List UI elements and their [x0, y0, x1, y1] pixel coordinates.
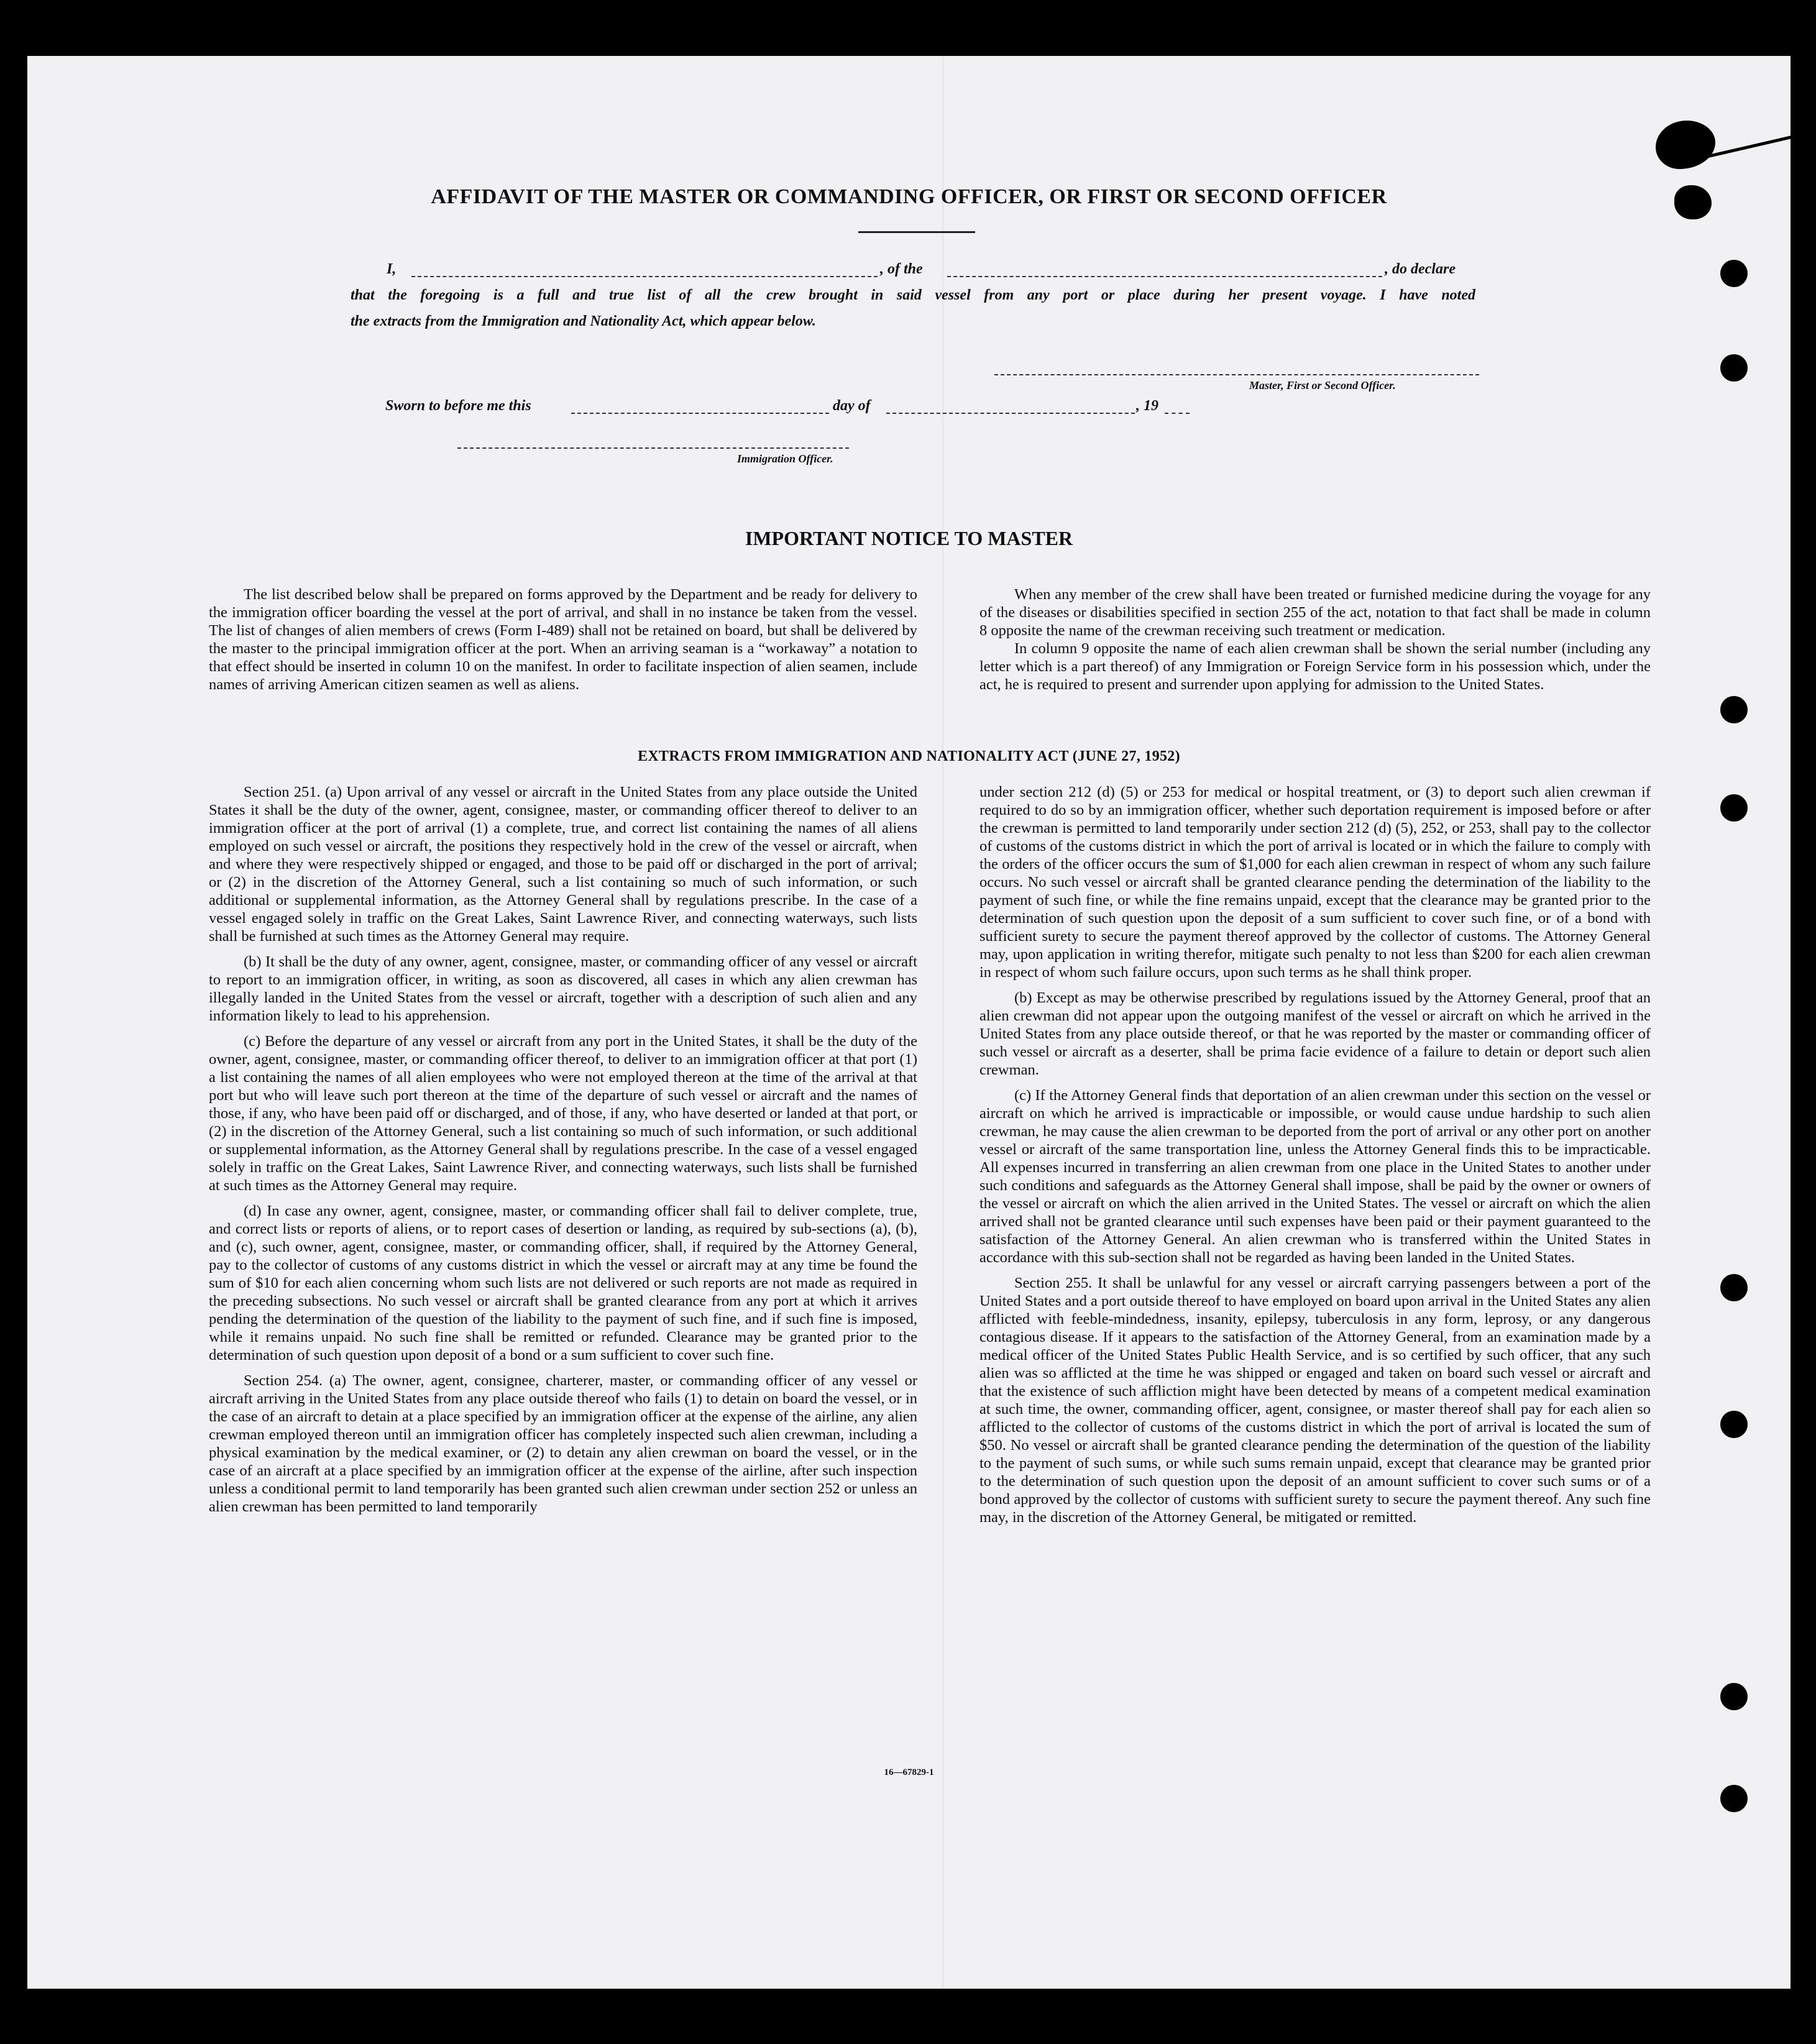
notice-left-column [209, 585, 917, 694]
punch-hole [1720, 354, 1748, 382]
master-signature-caption: Master, First or Second Officer. [1249, 379, 1396, 392]
punch-hole [1720, 794, 1748, 822]
extracts-title: EXTRACTS FROM IMMIGRATION AND NATIONALITY ACT (JUNE 27, 1952) [638, 748, 1180, 764]
center-fold-line [942, 56, 943, 1989]
section-paragraph: under section 212 (d) (5) or 253 for medical or hospital treatment, or (3) to deport such alien crewman if required to do so by an immigration officer, whether such deportation requirement is imposed before or after the crewman is permitted to land temporarily under section 212 (d) (5), 252, or 253, shall pay to the collector of customs of the customs district in which the port of arrival is located or in which the failure to comply with the orders of the officer occurs the sum of $1,000 for each alien crewman in respect of whom any such failure occurs. No such vessel or aircraft shall be granted clearance pending the determination of the liability to the payment of such fine, or while the fine remains unpaid, except that the clearance may be granted prior to the determination of such question upon the deposit of a sum sufficient to cover such fine, or of a bond with sufficient surety to secure the payment thereof approved by the collector of customs. The Attorney General may, upon application in writing therefor, mitigate such penalty to not less than $200 for each alien crewman in respect of whom such failure occurs, upon such terms as he shall think proper. [979, 784, 1651, 981]
section-paragraph: (c) If the Attorney General finds that deportation of an alien crewman under this section on the vessel or aircraft on which he arrived is impracticable or impossible, or would cause undue hardship to such alien crewman, he may cause the alien crewman to be deported from the port of arrival or any other port on another vessel or aircraft of the same transportation line, unless the Attorney General finds this to be impracticable. All expenses incurred in transferring an alien crewman from one place in the United States to another under such conditions and safeguards as the Attorney General shall impose, shall be paid by the owner or owners of the vessel or aircraft on which the alien arrived in the United States. The vessel or aircraft on which the alien arrived shall not be granted clearance until such expenses have been paid or their payment guaranteed to the satisfaction of the Attorney General. An alien crewman who is transferred within the United States in accordance with this sub-section shall not be regarded as having been landed in the United States. [979, 1087, 1651, 1266]
immigration-officer-signature-line[interactable] [457, 447, 849, 449]
tear-damage-mark [1656, 121, 1715, 169]
extracts-right-column [979, 783, 1651, 1526]
extracts-left-column [209, 783, 917, 1516]
document-page [27, 56, 1791, 1989]
section-paragraph: (c) Before the departure of any vessel or aircraft from any port in the United States, it shall be the duty of the owner, agent, consignee, master, or commanding officer thereof, to deliver to an immigration officer at that port (1) a list containing the names of all alien employees who were not employed thereon at the time of the arrival at that port but who will leave such port thereon at the time of the departure of such vessel or aircraft and the names of those, if any, who have been paid off or discharged, and of those, if any, who have deserted or landed at that port, or (2) in the discretion of the Attorney General, such a list containing so much of such information, or such additional or supplemental information, as the Attorney General shall by regulations prescribe. In the case of a vessel engaged solely in traffic on the Great Lakes, Saint Lawrence River, and connecting waterways, such lists shall be furnished at such times as the Attorney General may require. [209, 1033, 917, 1194]
punch-hole [1720, 1683, 1748, 1710]
notice-title: IMPORTANT NOTICE TO MASTER [745, 527, 1073, 549]
of-the-label: , of the [880, 261, 923, 277]
vessel-blank-field[interactable] [947, 276, 1382, 277]
day-of-label: day of [833, 398, 871, 414]
section-paragraph: (b) It shall be the duty of any owner, agent, consignee, master, or commanding officer of any vessel or aircraft to report to an immigration officer, in writing, as soon as discovered, all cases in which any alien crewman has illegally landed in the United States from the vessel or aircraft, together with a description of such alien and any information likely to lead to his apprehension. [209, 953, 917, 1024]
sworn-year-blank-field[interactable] [1165, 413, 1190, 414]
form-number: 16—67829-1 [884, 1767, 934, 1777]
notice-paragraph: When any member of the crew shall have been treated or furnished medicine during the voyage for any of the diseases or disabilities specified in section 255 of the act, notation to that fact shall be made in column 8 opposite the name of the crewman receiving such treatment or medication. [979, 586, 1651, 639]
section-paragraph: Section 255. It shall be unlawful for any vessel or aircraft carrying passengers between a port of the United States and a port outside thereof to have employed on board upon arrival in the United States any alien afflicted with feeble-mindedness, insanity, epilepsy, tuberculosis in any form, leprosy, or any dangerous contagious disease. If it appears to the satisfaction of the Attorney General, from an examination made by a medical officer of the United States Public Health Service, and is so certified by such officer, that any such alien was so afflicted at the time he was shipped or engaged and taken on board such vessel or aircraft and that the existence of such affliction might have been detected by means of a competent medical examination at such time, the owner, commanding officer, agent, consignee, or master thereof shall pay for each alien so afflicted to the collector of customs of the customs district in which the port of arrival is located the sum of $50. No vessel or aircraft shall be granted clearance pending the determination of the question of the liability to the payment of such sums, or while such sums remain unpaid, except that clearance may be granted prior to the determination of such question upon the deposit of an amount sufficient to cover such sums or of a bond approved by the collector of customs with sufficient surety to secure the payment thereof. Any such fine may, in the discretion of the Attorney General, be mitigated or remitted. [979, 1275, 1651, 1526]
master-signature-line[interactable] [994, 374, 1479, 375]
affidavit-title: AFFIDAVIT OF THE MASTER OR COMMANDING OFFICER, OR FIRST OR SECOND OFFICER [431, 185, 1387, 208]
declaration-line-2: the extracts from the Immigration and Nationality Act, which appear below. [351, 313, 816, 329]
sworn-day-blank-field[interactable] [571, 413, 829, 414]
name-blank-field[interactable] [411, 276, 878, 277]
punch-hole [1720, 1411, 1748, 1438]
declaration-line-1: that the foregoing is a full and true list of all the crew brought in said vessel from any port or place during her present voyage. I have noted [351, 287, 1475, 303]
year-label: , 19 [1136, 398, 1158, 414]
punch-hole [1720, 260, 1748, 287]
immigration-officer-caption: Immigration Officer. [737, 452, 833, 465]
section-paragraph: (b) Except as may be otherwise prescribed by regulations issued by the Attorney General, proof that an alien crewman did not appear upon the outgoing manifest of the vessel or aircraft on which he arrived in the United States from any place outside thereof, or that he was reported by the master or commanding officer of such vessel or aircraft as a deserter, shall be prima facie evidence of a failure to detain or deport such alien crewman. [979, 989, 1651, 1078]
sworn-month-blank-field[interactable] [886, 413, 1135, 414]
section-paragraph: Section 254. (a) The owner, agent, consignee, charterer, master, or commanding officer of any vessel or aircraft arriving in the United States from any place outside thereof who fails (1) to detain on board the vessel, or in the case of an aircraft to detain at a place specified by an immigration officer at the expense of the airline, any alien crewman employed thereon until an immigration officer has completely inspected such alien crewman, including a physical examination by the medical examiner, or (2) to detain any alien crewman on board the vessel, or in the case of an aircraft at a place specified by an immigration officer at the expense of the airline, after such inspection unless a conditional permit to land temporarily has been granted such alien crewman under section 252 or unless an alien crewman has been permitted to land temporarily [209, 1372, 917, 1515]
do-declare-label: , do declare [1385, 261, 1456, 277]
tear-crack-line [1705, 127, 1791, 158]
punch-hole [1720, 696, 1748, 723]
punch-hole [1720, 1274, 1748, 1301]
punch-hole [1720, 1785, 1748, 1812]
i-label: I, [387, 261, 397, 277]
sworn-label: Sworn to before me this [385, 398, 531, 414]
notice-right-column [979, 585, 1651, 694]
section-paragraph: (d) In case any owner, agent, consignee, master, or commanding officer shall fail to deliver complete, true, and correct lists or reports of aliens, or to report cases of desertion or landing, as required by sub-sections (a), (b), and (c), such owner, agent, consignee, master, or commanding officer, shall, if required by the Attorney General, pay to the collector of customs of any customs district in which the vessel or aircraft may at any time be found the sum of $10 for each alien concerning whom such lists are not delivered or such reports are not made as required in the preceding subsections. No such vessel or aircraft shall be granted clearance from any port at which it arrives pending the determination of the question of the liability to the payment of such fine, and if such fine is imposed, while it remains unpaid. No such fine shall be remitted or refunded. Clearance may be granted prior to the determination of such question upon deposit of a bond or a sum sufficient to cover such fine. [209, 1203, 917, 1363]
section-paragraph: Section 251. (a) Upon arrival of any vessel or aircraft in the United States from any place outside the United States it shall be the duty of the owner, agent, consignee, master, or commanding officer thereof to deliver to an immigration officer at the port of arrival (1) a complete, true, and correct list containing the names of all aliens employed on such vessel or aircraft, the positions they respectively hold in the crew of the vessel or aircraft, when and where they were respectively shipped or engaged, and those to be paid off or discharged in the port of arrival; or (2) in the discretion of the Attorney General, such a list containing so much of such information, or such additional or supplemental information, as the Attorney General shall by regulations prescribe. In the case of a vessel engaged solely in traffic on the Great Lakes, Saint Lawrence River, and connecting waterways, such lists shall be furnished at such times as the Attorney General may require. [209, 784, 917, 945]
title-underline [858, 231, 975, 233]
notice-paragraph: The list described below shall be prepared on forms approved by the Department and be ready for delivery to the immigration officer boarding the vessel at the port of arrival, and shall in no instance be taken from the vessel. The list of changes of alien members of crews (Form I-489) shall not be retained on board, but shall be delivered by the master to the principal immigration officer at the port. When an arriving seaman is a “workaway” a notation to that effect should be inserted in column 10 on the manifest. In order to facilitate inspection of alien seamen, include names of arriving American citizen seamen as well as aliens. [209, 586, 917, 693]
notice-paragraph: In column 9 opposite the name of each alien crewman shall be shown the serial number (including any letter which is a part thereof) of any Immigration or Foreign Service form in his possession which, under the act, he is required to present and surrender upon applying for admission to the United States. [979, 640, 1651, 693]
